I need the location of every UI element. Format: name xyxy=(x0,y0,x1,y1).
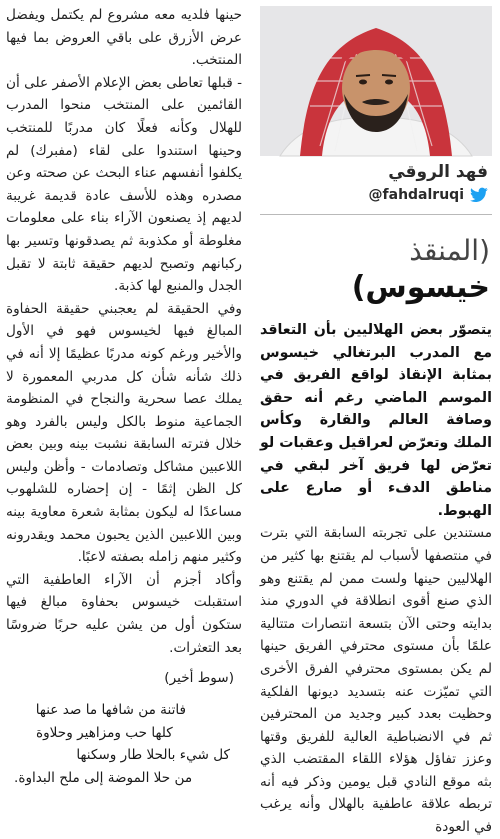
author-portrait-illustration xyxy=(260,6,492,156)
poem-line: كلها حب ومزاهير وحلاوة xyxy=(36,724,173,741)
paragraph: مستندين على تجربته السابقة التي بترت في منتصفها لأسباب لم يقتنع بها كثير من الهلاليين حينها ولست ممن لم يقتنع وهو الذي صنع أقوى انطلاقة في الدوري منذ بدايته وحتى الآن بتسعة انتصارات متتالية علمًا بأن مستوى محترفي الفريق حينها لم يكن بمستوى محترفي الفرق الأخرى التي تميّزت عنه بتسديد ديونها الفلكية وحظيت بعدد كبير وجديد من المحترفين ثم في الانضباطية العالية للفريق وقتها وعزز تفاؤل هؤلاء اللقاء المقتضب الذي بثه موقع النادي قبل يومين وذكر فيه أنه تربطه علاقة عاطفية بالهلال وأنه يرغب في العودة xyxy=(260,525,492,836)
author-photo xyxy=(260,6,492,156)
header-divider xyxy=(260,214,492,215)
twitter-handle[interactable]: @fahdalruqi xyxy=(368,187,464,203)
article-lead: يتصوّر بعض الهلاليين بأن التعاقد مع المدرب البرتغالي خيسوس بمثابة الإنقاذ لواقع الفريق في الموسم الماضي رغم أنه حقق وصافة العالم والقارة وكأس الملك وتعرّض لعراقيل وعقبات لو تعرّض لها فريق آخر لبقي في مناطق الدفء أو صارع على الهبوط. xyxy=(260,322,492,519)
twitter-bird-icon xyxy=(470,187,488,203)
article-title-top: (المنقذ xyxy=(409,234,490,267)
right-column-body xyxy=(260,522,492,838)
poem xyxy=(6,699,242,789)
poem-line: كل شيء بالحلا طار وسكنها xyxy=(76,747,230,764)
paragraph: وأكاد أجزم أن الآراء العاطفية التي استقبلت خيسوس بحفاوة مبالغ فيها ستكون أول من يشن عليه حربًا ضروسًا بعد التعثرات. xyxy=(6,571,242,656)
poem-line: من حلا الموضة إلى ملح البداوة. xyxy=(14,769,193,786)
paragraph: - قبلها تعاطى بعض الإعلام الأصفر على أن القائمين على المنتخب منحوا المدرب للهلال وكأنه فعلًا كان مدربًا للمنتخب وحينها استندوا على لقاء (مفبرك) لم يكلفوا أنفسهم عناء البحث عن صحته وعن مصدره وهذه للأسف عادة قديمة غريبة لديهم إذ يصنعون الآراء بناء على معلومات مغلوطة أو مكذوبة ثم يصدقونها وتسير بها ركبانهم وتصبح لديهم حقيقة ثابتة لا تقبل الجدل والمنبع لها كذبة. xyxy=(6,74,242,295)
poem-heading: (سوط أخير) xyxy=(164,670,234,687)
right-column xyxy=(260,6,492,839)
twitter-handle-row[interactable] xyxy=(260,184,492,206)
paragraph: وفي الحقيقة لم يعجبني حقيقة الحفاوة المبالغ فيها لخيسوس فهو في الأول والأخير ورغم كونه مدربًا عظيمًا إلا أنه في ذلك شأنه شأن كل مدربي المعمورة لا يملك عصا سحرية والنجاح في المنظومة الجماعية منوط بالكل وليس بالفرد وهو خلال فترته السابقة نشبت بينه وبين بعض اللاعبين مشاكل وتصادمات - وأظن وليس كل الظن إثمًا - إن إحضاره للشلهوب مساعدًا له ليكون بمثابة شعرة معاوية بينه وبين اللاعبين الذين يحبون محمد ويقدرونه وكثير منهم زامله بصفته لاعبًا. xyxy=(6,300,242,566)
left-column-body xyxy=(6,4,242,659)
poem-line: فاتنة من شافها ما صد عنها xyxy=(35,702,186,719)
author-name: فهد الروقي xyxy=(388,162,488,182)
paragraph: حينها فلديه معه مشروع لم يكتمل ويفضل عرض الأزرق على باقي العروض بما فيها المنتخب. xyxy=(6,7,242,69)
article-title-bottom: خيسوس) xyxy=(351,270,490,305)
left-column xyxy=(6,4,242,789)
